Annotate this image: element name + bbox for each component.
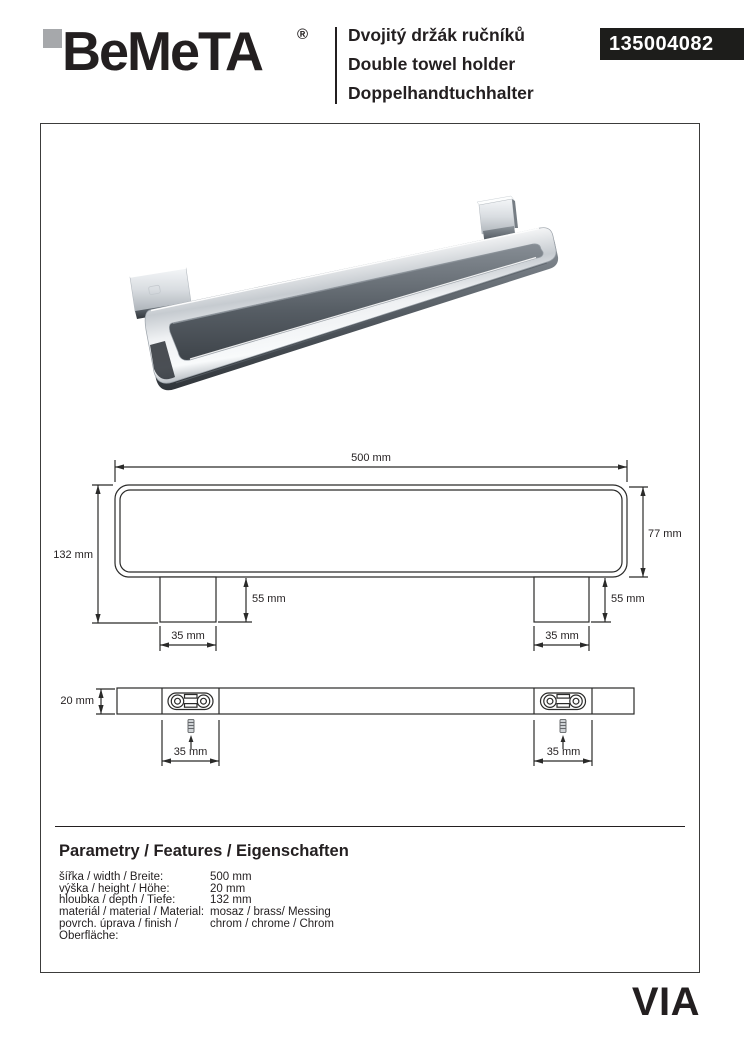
header-divider xyxy=(335,27,337,104)
dim-leg-width-right-label: 35 mm xyxy=(545,630,579,642)
dim-width-label: 500 mm xyxy=(351,452,391,464)
product-title-de: Doppelhandtuchhalter xyxy=(348,83,534,103)
product-title-cs: Dvojitý držák ručníků xyxy=(348,25,525,45)
parameters-table xyxy=(59,872,334,942)
param-value: 500 mm xyxy=(210,871,252,883)
param-row xyxy=(59,919,334,942)
dim-plate-width-right-label: 35 mm xyxy=(546,746,581,758)
param-value: 132 mm xyxy=(210,894,252,907)
dim-leg-height-right-label: 55 mm xyxy=(611,593,645,605)
parameters-separator xyxy=(55,826,685,827)
front-view-drawing xyxy=(92,460,648,651)
param-label: šířka / width / Breite: xyxy=(59,871,164,883)
parameters-heading: Parametry / Features / Eigenschaften xyxy=(59,842,349,860)
param-value: chrom / chrome / Chrom xyxy=(210,917,334,930)
bemeta-logo: BeMeTA xyxy=(62,20,263,83)
dim-ring-height-label: 77 mm xyxy=(648,528,682,540)
param-value: 20 mm xyxy=(210,882,246,895)
dim-profile-height-label: 20 mm xyxy=(60,695,94,707)
param-label: výška / height / Höhe: xyxy=(59,882,170,895)
product-title-en: Double towel holder xyxy=(348,54,516,74)
dim-leg-width-left-label: 35 mm xyxy=(171,630,205,642)
param-label: materiál / material / Material: xyxy=(59,906,205,919)
param-label: povrch. úprava / finish / Oberfläche: xyxy=(59,917,178,942)
series-brand-label: VIA xyxy=(631,980,700,1024)
registered-mark: ® xyxy=(297,26,309,43)
product-titles xyxy=(348,21,534,108)
param-row xyxy=(59,872,334,884)
param-label: hloubka / depth / Tiefe: xyxy=(59,894,176,907)
dim-depth-total-label: 132 mm xyxy=(53,549,93,561)
dim-plate-width-left-label: 35 mm xyxy=(173,746,208,758)
dim-leg-height-left-label: 55 mm xyxy=(252,593,286,605)
product-code-badge: 135004082 xyxy=(600,28,744,60)
towel-holder-illustration xyxy=(130,196,558,390)
logo-square-icon xyxy=(43,29,62,48)
screw-icon xyxy=(188,720,566,733)
param-value: mosaz / brass/ Messing xyxy=(210,906,331,919)
